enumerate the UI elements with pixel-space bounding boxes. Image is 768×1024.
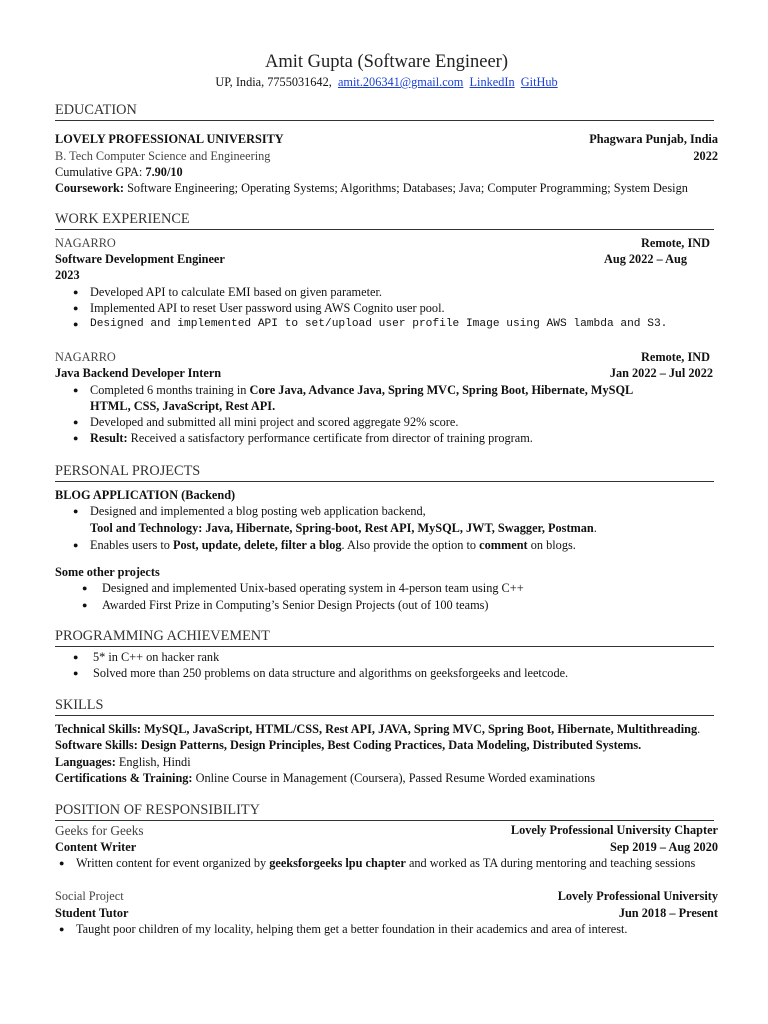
job1-company: NAGARRO: [55, 236, 116, 250]
pos2-org: Social Project: [55, 889, 124, 903]
gpa-line: [55, 165, 718, 180]
bullet-icon: ●: [82, 600, 88, 610]
job1-role: Software Development Engineer: [55, 252, 225, 266]
bullet-icon: ●: [59, 858, 65, 868]
job2-company: NAGARRO: [55, 350, 116, 364]
bullet-icon: ●: [73, 385, 79, 395]
bullet-icon: ●: [73, 433, 79, 443]
bullet-icon: ●: [73, 287, 79, 297]
projects-heading: PERSONAL PROJECTS: [55, 463, 714, 482]
linkedin-link[interactable]: LinkedIn: [469, 75, 515, 89]
languages: Languages: English, Hindi: [55, 755, 191, 769]
bullet-icon: ●: [73, 417, 79, 427]
job2-location: Remote, IND: [641, 350, 710, 364]
work-heading: WORK EXPERIENCE: [55, 211, 714, 230]
pos1-role: Content Writer: [55, 840, 137, 854]
blog-title: BLOG APPLICATION (Backend): [55, 488, 236, 502]
school-location: Phagwara Punjab, India: [589, 132, 718, 146]
github-link[interactable]: GitHub: [520, 75, 558, 89]
school-name: LOVELY PROFESSIONAL UNIVERSITY: [55, 132, 284, 146]
responsibility-heading: POSITION OF RESPONSIBILITY: [55, 802, 714, 821]
job1-dates-cont: 2023: [55, 268, 80, 282]
email-link[interactable]: amit.206341@gmail.com: [337, 75, 464, 89]
coursework-value: Software Engineering; Operating Systems; Algorithms; Databases; Java; Computer Programming; System Design: [127, 181, 688, 195]
coursework-label: Coursework:: [55, 181, 124, 195]
bullet-icon: ●: [73, 668, 79, 678]
achievement-heading: PROGRAMMING ACHIEVEMENT: [55, 628, 714, 647]
pos2-dates: Jun 2018 – Present: [618, 906, 718, 920]
bullet-icon: ●: [73, 652, 79, 662]
pos1-location: Lovely Professional University Chapter: [510, 823, 718, 837]
pos1-dates: Sep 2019 – Aug 2020: [610, 840, 718, 854]
job1-location: Remote, IND: [641, 236, 710, 250]
bullet-icon: ●: [59, 924, 65, 934]
certifications: Certifications & Training: Online Course in Management (Coursera), Passed Resume Worded examinations: [55, 771, 595, 785]
skills-heading: SKILLS: [55, 697, 714, 716]
blog-tools: Tool and Technology: Java, Hibernate, Spring-boot, Rest API, MySQL, JWT, Swagger, Postman.: [90, 521, 597, 535]
bullet-icon: ●: [73, 506, 79, 516]
bullet-icon: ●: [73, 303, 79, 313]
gpa-value: 7.90/10: [145, 165, 183, 179]
bullet-icon: ●: [73, 319, 79, 329]
coursework-line: [55, 181, 718, 196]
software-skills: Software Skills: Design Patterns, Design Principles, Best Coding Practices, Data Modeling, Distributed Systems.: [55, 738, 642, 752]
graduation-year: 2022: [693, 149, 718, 163]
job2-role: Java Backend Developer Intern: [55, 366, 222, 380]
pos2-role: Student Tutor: [55, 906, 129, 920]
candidate-name: Amit Gupta (Software Engineer): [265, 52, 508, 72]
job1-dates: Aug 2022 – Aug: [603, 252, 687, 266]
education-heading: EDUCATION: [55, 102, 714, 121]
pos2-location: Lovely Professional University: [557, 889, 718, 903]
pos1-org: Geeks for Geeks: [55, 823, 144, 838]
list-item-cont: HTML, CSS, JavaScript, Rest API.: [90, 399, 276, 413]
bullet-icon: ●: [82, 583, 88, 593]
contact-line: [55, 75, 718, 90]
degree: B. Tech Computer Science and Engineering: [55, 149, 271, 163]
other-projects-title: Some other projects: [55, 565, 160, 579]
bullet-icon: ●: [73, 540, 79, 550]
gpa-label: Cumulative GPA:: [55, 165, 143, 179]
job2-dates: Jan 2022 – Jul 2022: [609, 366, 713, 380]
technical-skills: Technical Skills: MySQL, JavaScript, HTML/CSS, Rest API, JAVA, Spring MVC, Spring Boot, Hibernate, Multithreading.: [55, 722, 701, 736]
location-phone: UP, India, 7755031642,: [215, 75, 332, 89]
